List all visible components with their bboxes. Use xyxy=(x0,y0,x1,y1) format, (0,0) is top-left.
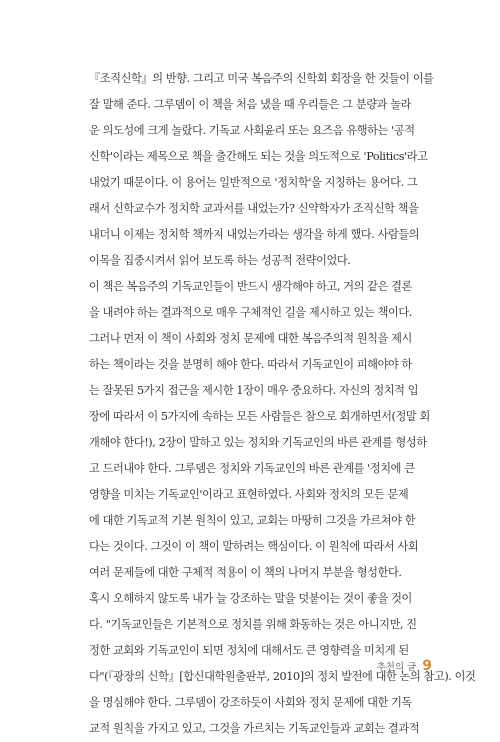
text-line: 다는 것이다. 그것이 이 책이 말하려는 핵심이다. 이 원칙에 따라서 사회 xyxy=(89,540,419,553)
text-line: 을 내려야 하는 결과적으로 매우 구체적인 길을 제시하고 있는 책이다. xyxy=(89,306,412,319)
text-line: 이목을 집중시켜서 읽어 보도록 하는 성공적 전략이었다. xyxy=(89,254,351,267)
text-line: 개해야 한다!), 2장이 말하고 있는 정치와 기독교인의 바른 관계를 형성하 xyxy=(89,436,427,449)
section-label: 추천의 글 xyxy=(376,662,417,673)
text-line: 다"(『광장의 신학』[합신대학원출판부, 2010]의 정치 발전에 대한 논의 참고). 이것 xyxy=(89,670,476,683)
text-line: 장에 따라서 이 5가지에 속하는 모든 사람들은 참으로 회개하면서(정말 회 xyxy=(89,410,430,423)
text-line: 는 잘못된 5가지 접근을 제시한 1장이 매우 중요하다. 자신의 정치적 입 xyxy=(89,384,419,397)
text-line: 정한 교회와 기독교인이 되면 정치에 대해서도 큰 영향력을 미치게 된 xyxy=(89,644,409,657)
page-footer xyxy=(377,658,432,674)
text-line: 하는 책이라는 것을 분명히 해야 한다. 따라서 기독교인이 피해야야 하 xyxy=(89,358,412,371)
text-line: 여러 문제들에 대한 구체적 적용이 이 책의 나머지 부분을 형성한다. xyxy=(89,566,402,579)
text-line: 『조직신학』의 반향. 그리고 미국 복음주의 신학회 회장을 한 것들이 이를 xyxy=(89,72,434,85)
text-line: 잘 말해 준다. 그루뎀이 이 책을 처음 냈을 때 우리들은 그 분량과 놀라 xyxy=(89,98,412,111)
page-number: 9 xyxy=(422,658,432,674)
text-line: 이 책은 복음주의 기독교인들이 반드시 생각해야 하고, 거의 같은 결론 xyxy=(89,280,412,293)
text-line: 다. "기독교인들은 기본적으로 정치를 위해 화동하는 것은 아니지만, 진 xyxy=(89,618,417,631)
text-line: 신학'이라는 제목으로 책을 출간해도 되는 것을 의도적으로 'Politics'라고 xyxy=(89,150,428,163)
text-line: 혹시 오해하지 않도록 내가 늘 강조하는 말을 덧붙이는 것이 좋을 것이 xyxy=(89,592,412,605)
text-line: 영향을 미치는 기독교인'이라고 표현하였다. 사회와 정치의 모든 문제 xyxy=(89,488,409,501)
text-line: 그러나 먼저 이 책이 사회와 정치 문제에 대한 복음주의적 원칙을 제시 xyxy=(89,332,412,345)
text-line: 운 의도성에 크게 놀랐다. 기독교 사회윤리 또는 요즈음 유행하는 '공적 xyxy=(89,124,415,137)
text-line: 내더니 이제는 정치학 책까지 내었는가라는 생각을 하게 했다. 사람들의 xyxy=(89,228,420,241)
text-line: 내었기 때문이다. 이 용어는 일반적으로 '정치학'을 지칭하는 용어다. 그 xyxy=(89,176,418,189)
text-line: 에 대한 기독교적 기본 원칙이 있고, 교회는 마땅히 그것을 가르쳐야 한 xyxy=(89,514,416,527)
body-text xyxy=(89,66,476,742)
text-line: 교적 원칙을 가지고 있고, 그것을 가르치는 기독교인들과 교회는 결과적 xyxy=(89,722,420,735)
text-line: 고 드러내야 한다. 그루뎀은 정치와 기독교인의 바른 관계를 '정치에 큰 xyxy=(89,462,415,475)
text-line: 을 명심해야 한다. 그루뎀이 강조하듯이 사회와 정치 문제에 대한 기독 xyxy=(89,696,412,709)
text-line: 래서 신학교수가 정치학 교과서를 내었는가? 신약학자가 조직신학 책을 xyxy=(89,202,419,215)
